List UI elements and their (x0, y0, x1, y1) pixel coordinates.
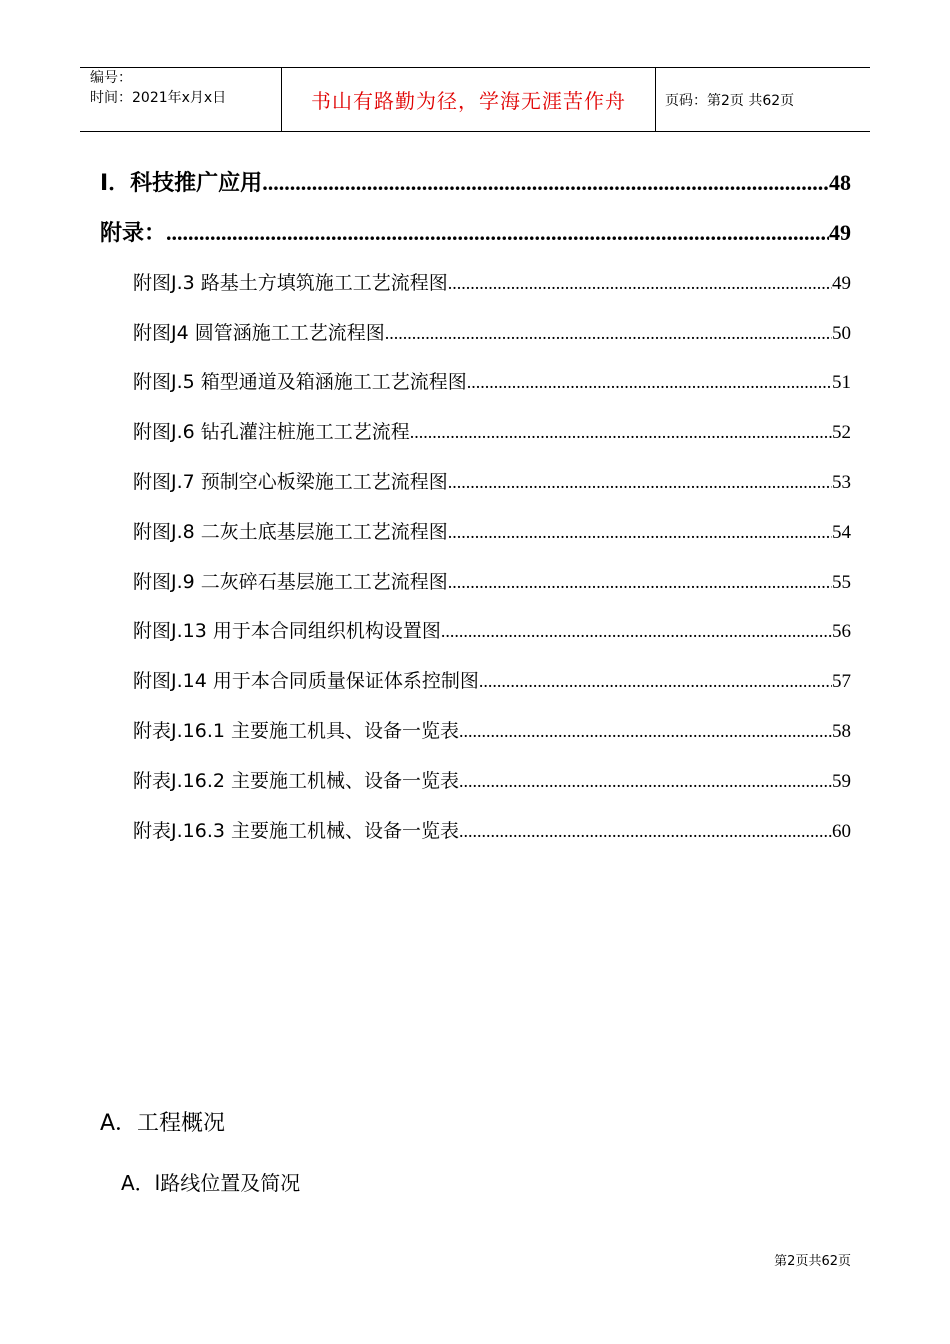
toc-entry[interactable] (133, 666, 851, 693)
toc-leader-dots (467, 372, 832, 393)
section-heading: A．工程概况 (100, 1111, 226, 1136)
toc-leader-dots (166, 220, 829, 246)
toc-entry-page: 55 (832, 572, 851, 593)
page-header (80, 67, 870, 132)
toc-entry-label: 附图J.3 路基土方填筑施工工艺流程图 (133, 272, 448, 294)
toc-entry[interactable] (133, 716, 851, 743)
toc-entry-page: 51 (832, 372, 851, 393)
toc-entry-label: 附图J.6 钻孔灌注桩施工工艺流程 (133, 421, 410, 443)
toc-leader-dots (262, 170, 829, 196)
toc-entry[interactable] (133, 467, 851, 494)
toc-entry-label: 附图J.8 二灰土底基层施工工艺流程图 (133, 521, 448, 543)
toc-entry-page: 52 (832, 422, 851, 443)
toc-entry-page: 49 (832, 273, 851, 294)
toc-entry[interactable] (133, 268, 851, 295)
toc-entry-label: 附表J.16.1 主要施工机具、设备一览表 (133, 720, 459, 742)
toc-leader-dots (448, 472, 832, 493)
toc-entry-page: 57 (832, 671, 851, 692)
toc-entry-page: 58 (832, 721, 851, 742)
toc-entry-label: 附图J.14 用于本合同质量保证体系控制图 (133, 670, 479, 692)
toc-leader-dots (459, 821, 832, 842)
toc-entry-label: 附图J.9 二灰碎石基层施工工艺流程图 (133, 571, 448, 593)
toc-entry-label: 附录： (100, 221, 167, 246)
header-page-info: 页码：第2页 共62页 (665, 92, 795, 109)
toc-entry-label: 附图J4 圆管涵施工工艺流程图 (133, 322, 385, 344)
toc-leader-dots (448, 273, 832, 294)
toc-entry-page: 54 (832, 522, 851, 543)
header-motto-cell (281, 68, 656, 131)
toc-entry-label: 附表J.16.3 主要施工机械、设备一览表 (133, 820, 459, 842)
toc-entry-page: 49 (829, 220, 851, 245)
number-label: 编号： (90, 70, 132, 86)
toc-entry-page: 53 (832, 472, 851, 493)
page-footer: 第2页共62页 (774, 1254, 851, 1269)
toc-entry-label: I．科技推广应用 (100, 171, 263, 196)
toc-entry-page: 60 (832, 821, 851, 842)
toc-entry-page: 56 (832, 621, 851, 642)
toc-leader-dots (459, 721, 832, 742)
motto-text: 书山有路勤为径，学海无涯苦作舟 (311, 89, 626, 113)
toc-entry-label: 附图J.7 预制空心板梁施工工艺流程图 (133, 471, 448, 493)
header-meta-cell (80, 68, 281, 131)
time-label: 时间：2021年x月x日 (90, 90, 227, 106)
toc-entry[interactable] (133, 766, 851, 793)
toc-entry[interactable] (133, 567, 851, 594)
toc-leader-dots (448, 572, 832, 593)
toc-entry-label: 附表J.16.2 主要施工机械、设备一览表 (133, 770, 459, 792)
toc-entry[interactable] (133, 517, 851, 544)
toc-entry[interactable] (133, 616, 851, 643)
toc-leader-dots (459, 771, 832, 792)
toc-leader-dots (410, 422, 832, 443)
toc-leader-dots (479, 671, 832, 692)
header-page-cell (655, 68, 870, 131)
toc-entry[interactable] (133, 318, 851, 345)
toc-entry[interactable] (133, 816, 851, 843)
toc-entry[interactable] (100, 166, 851, 197)
subsection-heading: A．l路线位置及简况 (121, 1171, 301, 1195)
toc-entry-page: 48 (829, 170, 851, 195)
toc-entry[interactable] (133, 417, 851, 444)
toc-entry[interactable] (100, 216, 851, 247)
toc-leader-dots (441, 621, 832, 642)
toc-entry-label: 附图J.13 用于本合同组织机构设置图 (133, 620, 441, 642)
toc-entry-page: 50 (832, 323, 851, 344)
toc-entry-label: 附图J.5 箱型通道及箱涵施工工艺流程图 (133, 371, 467, 393)
toc-entry-page: 59 (832, 771, 851, 792)
toc-entry[interactable] (133, 367, 851, 394)
toc-leader-dots (385, 323, 832, 344)
toc-leader-dots (448, 522, 832, 543)
